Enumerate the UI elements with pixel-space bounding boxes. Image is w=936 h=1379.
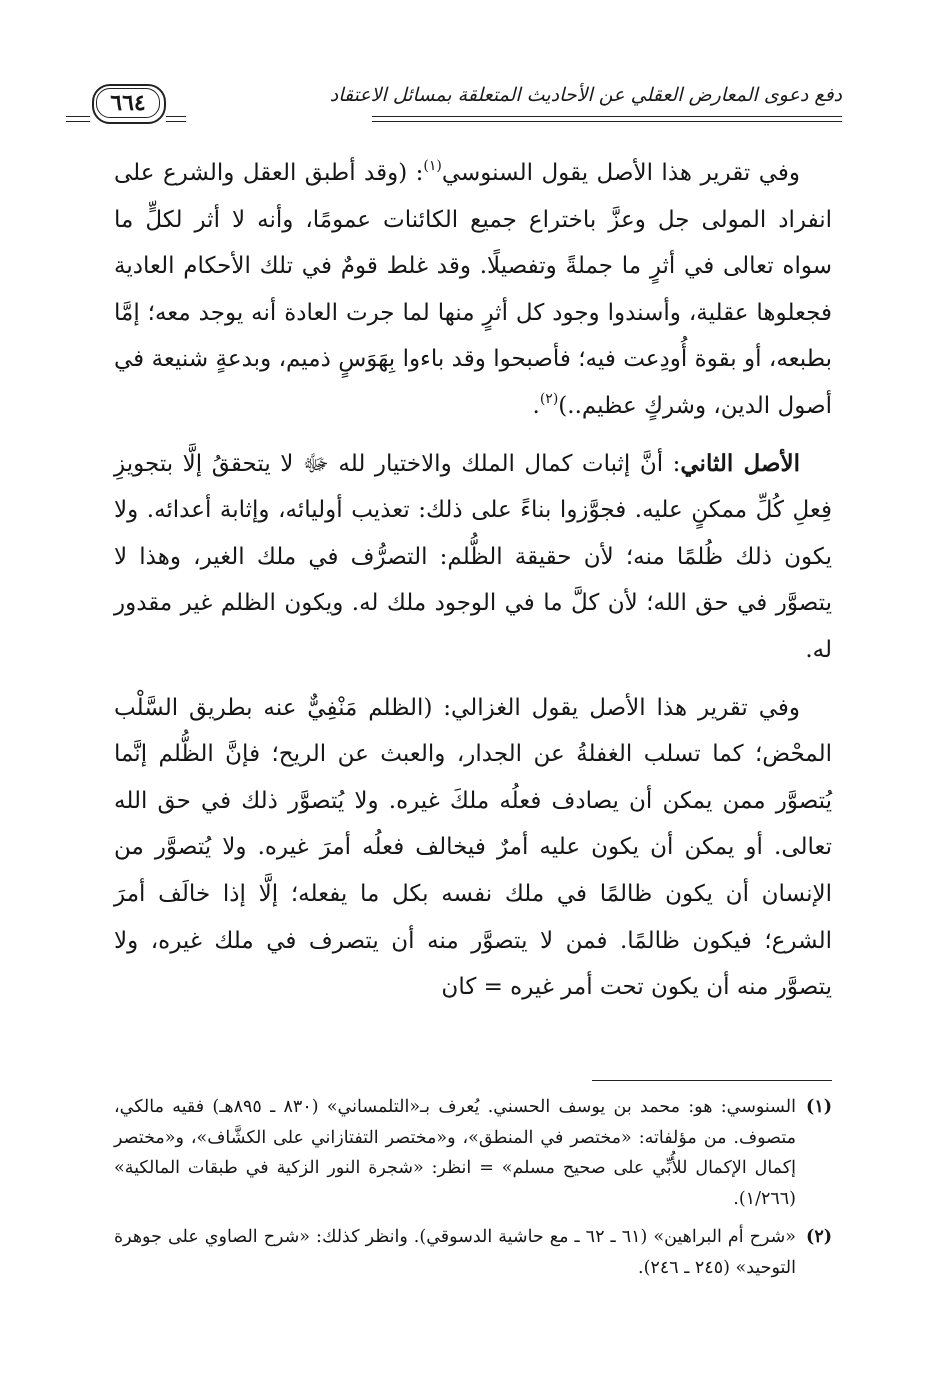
paragraph-text: : أنَّ إثبات كمال الملك والاختيار لله ﷻ لا يتحققُ إلَّا بتجويزِ فِعلِ كُلِّ ممكنٍ عليه. فجوَّزوا بناءً على ذلك: تعذيب أوليائه، وإثابة أعدائه. ولا يكون ذلك ظُلمًا منه؛ لأن حقيقة الظُّلم: التصرُّف في ملك الغير، وهذا لا يتصوَّر في حق الله؛ لأن كلَّ ما في الوجود ملك له. ويكون الظلم غير مقدور له. <box>114 450 832 663</box>
footnote-text: السنوسي: هو: محمد بن يوسف الحسني. يُعرف بـ«التلمساني» (٨٣٠ ـ ٨٩٥هـ) فقيه مالكي، متصوف. من مؤلفاته: «مختصر في المنطق»، و«مختصر التفتازاني على الكشَّاف»، و«مختصر إكمال الإكمال للأُبِّي على صحيح مسلم» = انظر: «شجرة النور الزكية في طبقات المالكية» (١/٢٦٦). <box>114 1097 796 1209</box>
paragraph-text: . <box>532 392 540 419</box>
section-label: الأصل الثاني <box>680 449 800 477</box>
header-rule <box>166 116 186 117</box>
paragraph-text: وفي تقرير هذا الأصل يقول السنوسي <box>441 160 800 186</box>
page-header <box>82 70 842 130</box>
footnote-item <box>114 1222 832 1283</box>
footnote-item <box>114 1092 832 1214</box>
footnote-text: «شرح أم البراهين» (٦١ ـ ٦٢ ـ مع حاشية الدسوقي). وانظر كذلك: «شرح الصاوي على جوهرة التوحيد» (٢٤٥ ـ ٢٤٦). <box>114 1227 796 1278</box>
page-number-frame <box>82 84 162 124</box>
main-text <box>114 150 832 1011</box>
paragraph-second-principle <box>114 441 832 674</box>
paragraph-text: وفي تقرير هذا الأصل يقول الغزالي: (الظلم مَنْفِيٌّ عنه بطريق السَّلْب المحْض؛ كما تسلب الغفلةُ عن الجدار، والعبث عن الريح؛ فإنَّ الظُّلم إنَّما يُتصوَّر ممن يمكن أن يصادف فعلُه ملكَ غيره. ولا يُتصوَّر ذلك في حق الله تعالى. أو يمكن أن يكون عليه أمرٌ فيخالف فعلُه أمرَ غيره. ولا يُتصوَّر من الإنسان أن يكون ظالمًا في ملك نفسه بكل ما يفعله؛ إلَّا إذا خالَف أمرَ الشرع؛ فيكون ظالمًا. فمن لا يتصوَّر منه أن يتصرف في ملك غيره، ولا يتصوَّر منه أن يكون تحت أمر غيره = كان <box>114 694 832 1001</box>
header-rule <box>372 116 842 117</box>
paragraph-text: : (وقد أطبق العقل والشرع على انفراد المولى جل وعزَّ باختراع جميع الكائنات عمومًا، وأنه لا أثر لكلٍّ ما سواه تعالى في أثرٍ ما جملةً وتفصيلًا. وقد غلط قومٌ في تلك الأحكام العادية فجعلوها عقلية، وأسندوا وجود كل أثرٍ منها لما جرت العادة أنه يوجد معه؛ إمَّا بطبعه، أو بقوة أُودِعت فيه؛ فأصبحوا وقد باءوا بِهَوَسٍ ذميم، وبدعةٍ شنيعة في أصول الدين، وشركٍ عظيم..) <box>114 160 832 419</box>
footnote-number: (١) <box>806 1097 832 1117</box>
footnotes <box>114 1092 832 1291</box>
footnote-number: (٢) <box>806 1227 832 1247</box>
paragraph-sanusi <box>114 150 832 430</box>
footnote-ref: (١) <box>423 158 442 174</box>
paragraph-ghazali <box>114 685 832 1011</box>
header-rule <box>66 121 90 122</box>
running-title: دفع دعوى المعارض العقلي عن الأحاديث المتعلقة بمسائل الاعتقاد <box>329 84 842 106</box>
header-rule <box>166 121 186 122</box>
page-number: ٦٦٤ <box>96 88 160 118</box>
footnote-ref: (٢) <box>539 390 559 407</box>
footnote-separator <box>592 1080 832 1081</box>
header-rule <box>372 121 842 122</box>
header-rule <box>66 116 90 117</box>
